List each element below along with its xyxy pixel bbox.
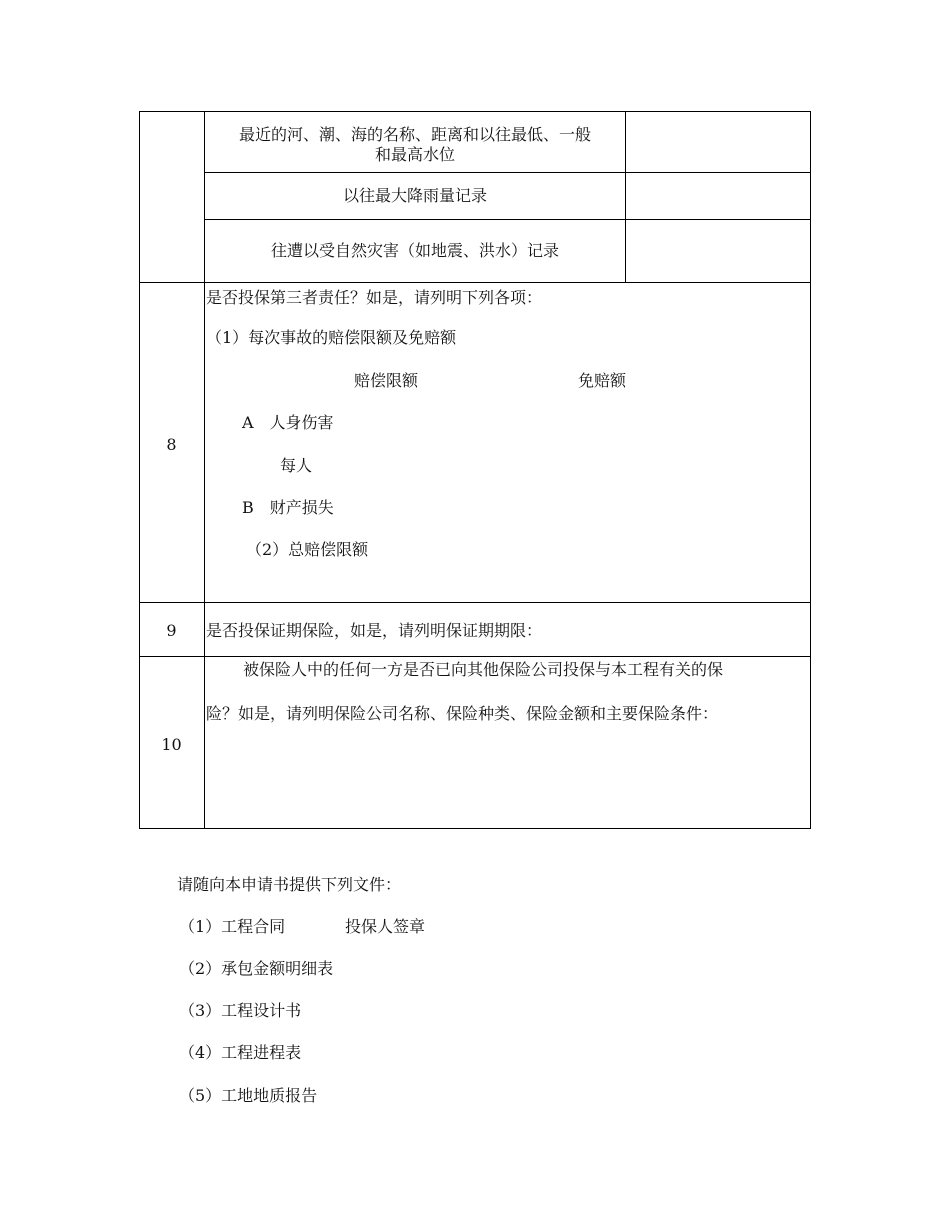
row10-line-1: 被保险人中的任何一方是否已向其他保险公司投保与本工程有关的保 xyxy=(243,660,724,679)
row-line-5 xyxy=(139,656,811,657)
row9-question: 是否投保证期保险，如是，请列明保证期期限： xyxy=(206,621,543,640)
attachment-item-3: （3）工程设计书 xyxy=(179,1001,302,1020)
row8-a-per-person: 每人 xyxy=(280,456,313,475)
row-number-10: 10 xyxy=(161,735,182,754)
row8-col-deductible: 免赔额 xyxy=(578,371,627,390)
row-line-1 xyxy=(204,172,811,173)
item-natural-disasters: 往遭以受自然灾害（如地震、洪水）记录 xyxy=(270,241,559,260)
row-line-3 xyxy=(139,282,811,283)
row8-sub2: （2）总赔偿限额 xyxy=(246,540,369,559)
answer-column-divider xyxy=(625,111,626,282)
row8-b-label: B 财产损失 xyxy=(242,498,334,517)
attachment-item-1: （1）工程合同 xyxy=(179,917,286,936)
row-number-8: 8 xyxy=(166,435,177,454)
item-river-line-1: 最近的河、潮、海的名称、距离和以往最低、一般 xyxy=(238,125,591,144)
row-line-2 xyxy=(204,219,811,220)
row-number-9: 9 xyxy=(166,621,177,640)
table-border-left xyxy=(139,111,140,829)
row8-a-label: A 人身伤害 xyxy=(242,413,334,432)
table-border-bottom xyxy=(139,828,811,829)
signature-label: 投保人签章 xyxy=(345,917,426,936)
row8-col-limit: 赔偿限额 xyxy=(354,371,419,390)
row10-line-2: 险？如是，请列明保险公司名称、保险种类、保险金额和主要保险条件： xyxy=(206,704,719,723)
attachment-item-5: （5）工地地质报告 xyxy=(179,1086,318,1105)
item-river-line-2: 和最高水位 xyxy=(374,145,455,164)
row8-sub1: （1）每次事故的赔偿限额及免赔额 xyxy=(206,328,457,347)
attachment-item-2: （2）承包金额明细表 xyxy=(179,959,334,978)
item-max-rainfall: 以往最大降雨量记录 xyxy=(342,186,487,205)
attachment-item-4: （4）工程进程表 xyxy=(179,1043,302,1062)
row8-question: 是否投保第三者责任？如是，请列明下列各项： xyxy=(206,288,543,307)
application-table xyxy=(139,111,811,829)
row-line-4 xyxy=(139,602,811,603)
table-border-top xyxy=(139,111,811,112)
attachments-intro: 请随向本申请书提供下列文件： xyxy=(177,875,402,894)
item-river-water-level xyxy=(205,125,625,165)
